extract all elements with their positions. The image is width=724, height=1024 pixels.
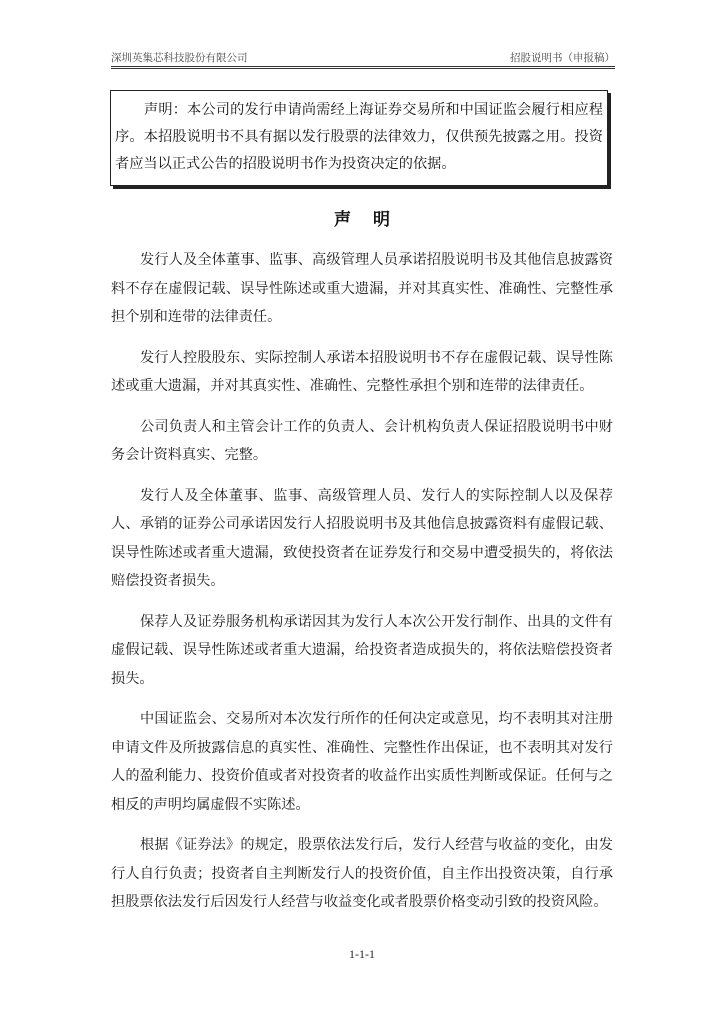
- page-title: 声明: [334, 210, 412, 230]
- paragraph: 保荐人及证券服务机构承诺因其为发行人本次公开发行制作、出具的文件有虚假记载、误导性陈述或者重大遗漏，给投资者造成损失的，将依法赔偿投资者损失。: [111, 613, 613, 687]
- preliminary-notice-box: 声明：本公司的发行申请尚需经上海证券交易所和中国证监会履行相应程序。本招股说明书不具有据以发行股票的法律效力，仅供预先披露之用。投资者应当以正式公告的招股说明书作为投资决定的依据。: [110, 90, 608, 186]
- company-name: 深圳英集芯科技股份有限公司: [111, 52, 248, 64]
- paragraph: 公司负责人和主管会计工作的负责人、会计机构负责人保证招股说明书中财务会计资料真实、完整。: [111, 418, 613, 463]
- paragraph: 发行人及全体董事、监事、高级管理人员、发行人的实际控制人以及保荐人、承销的证券公司承诺因发行人招股说明书及其他信息披露资料有虚假记载、误导性陈述或者重大遗漏，致使投资者在证券发行和交易中遭受损失的，将依法赔偿投资者损失。: [111, 487, 613, 589]
- header-rule: [111, 66, 615, 69]
- page-number: 1-1-1: [349, 947, 375, 961]
- paragraph: 发行人控股股东、实际控制人承诺本招股说明书不存在虚假记载、误导性陈述或重大遗漏，并对其真实性、准确性、完整性承担个别和连带的法律责任。: [111, 349, 613, 394]
- declaration-body: [111, 246, 613, 929]
- paragraph: 发行人及全体董事、监事、高级管理人员承诺招股说明书及其他信息披露资料不存在虚假记载、误导性陈述或重大遗漏，并对其真实性、准确性、完整性承担个别和连带的法律责任。: [111, 252, 613, 325]
- paragraph: 根据《证券法》的规定，股票依法发行后，发行人经营与收益的变化，由发行人自行负责；投资者自主判断发行人的投资价值，自主作出投资决策，自行承担股票依法发行后因发行人经营与收益变化或者股票价格变动引致的投资风险。: [111, 837, 613, 910]
- document-type: 招股说明书（申报稿）: [510, 52, 615, 64]
- paragraph: 中国证监会、交易所对本次发行所作的任何决定或意见，均不表明其对注册申请文件及所披露信息的真实性、准确性、完整性作出保证，也不表明其对发行人的盈利能力、投资价值或者对投资者的收益作出实质性判断或保证。任何与之相反的声明均属虚假不实陈述。: [111, 711, 613, 813]
- page-header: [111, 50, 615, 65]
